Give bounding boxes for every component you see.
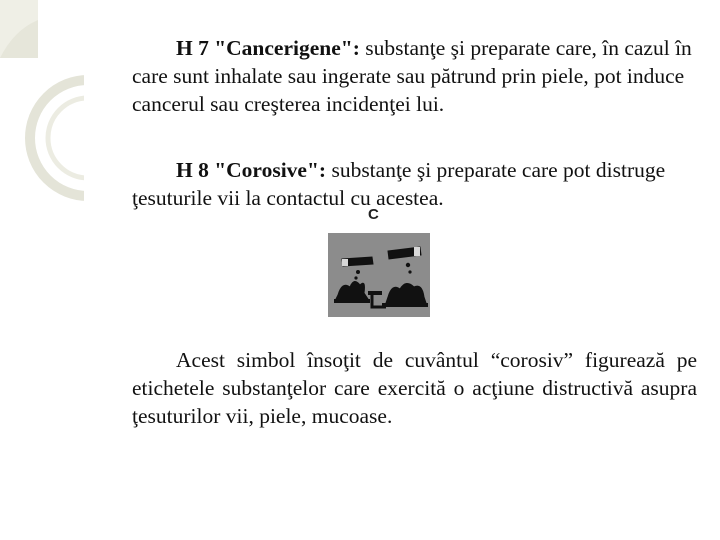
h7-heading: H 7 "Cancerigene":	[176, 36, 360, 60]
h7-text: substanţe şi preparate care, în cazul în care sunt inhalate sau ingerate sau pătrund prin piele, pot induce cancerul sau creşterea incidenţei lui.	[132, 36, 692, 116]
h8-text: substanţe şi preparate care pot distruge ţesuturile vii la contactul cu acestea.	[132, 158, 666, 210]
symbol-note-text: Acest simbol însoţit de cuvântul “corosiv” figurează pe etichetele substanţelor care exercită o acţiune distructivă asupra ţesuturilor vii, piele, mucoase.	[132, 348, 697, 428]
paragraph-symbol-note	[132, 346, 697, 430]
corrosive-symbol-letter: C	[368, 206, 379, 223]
h8-heading: H 8 "Corosive":	[176, 158, 327, 182]
corrosive-hazard-icon	[328, 233, 430, 317]
paragraph-h7	[132, 34, 697, 118]
decorative-circles	[0, 0, 130, 220]
paragraph-h8	[132, 156, 697, 212]
